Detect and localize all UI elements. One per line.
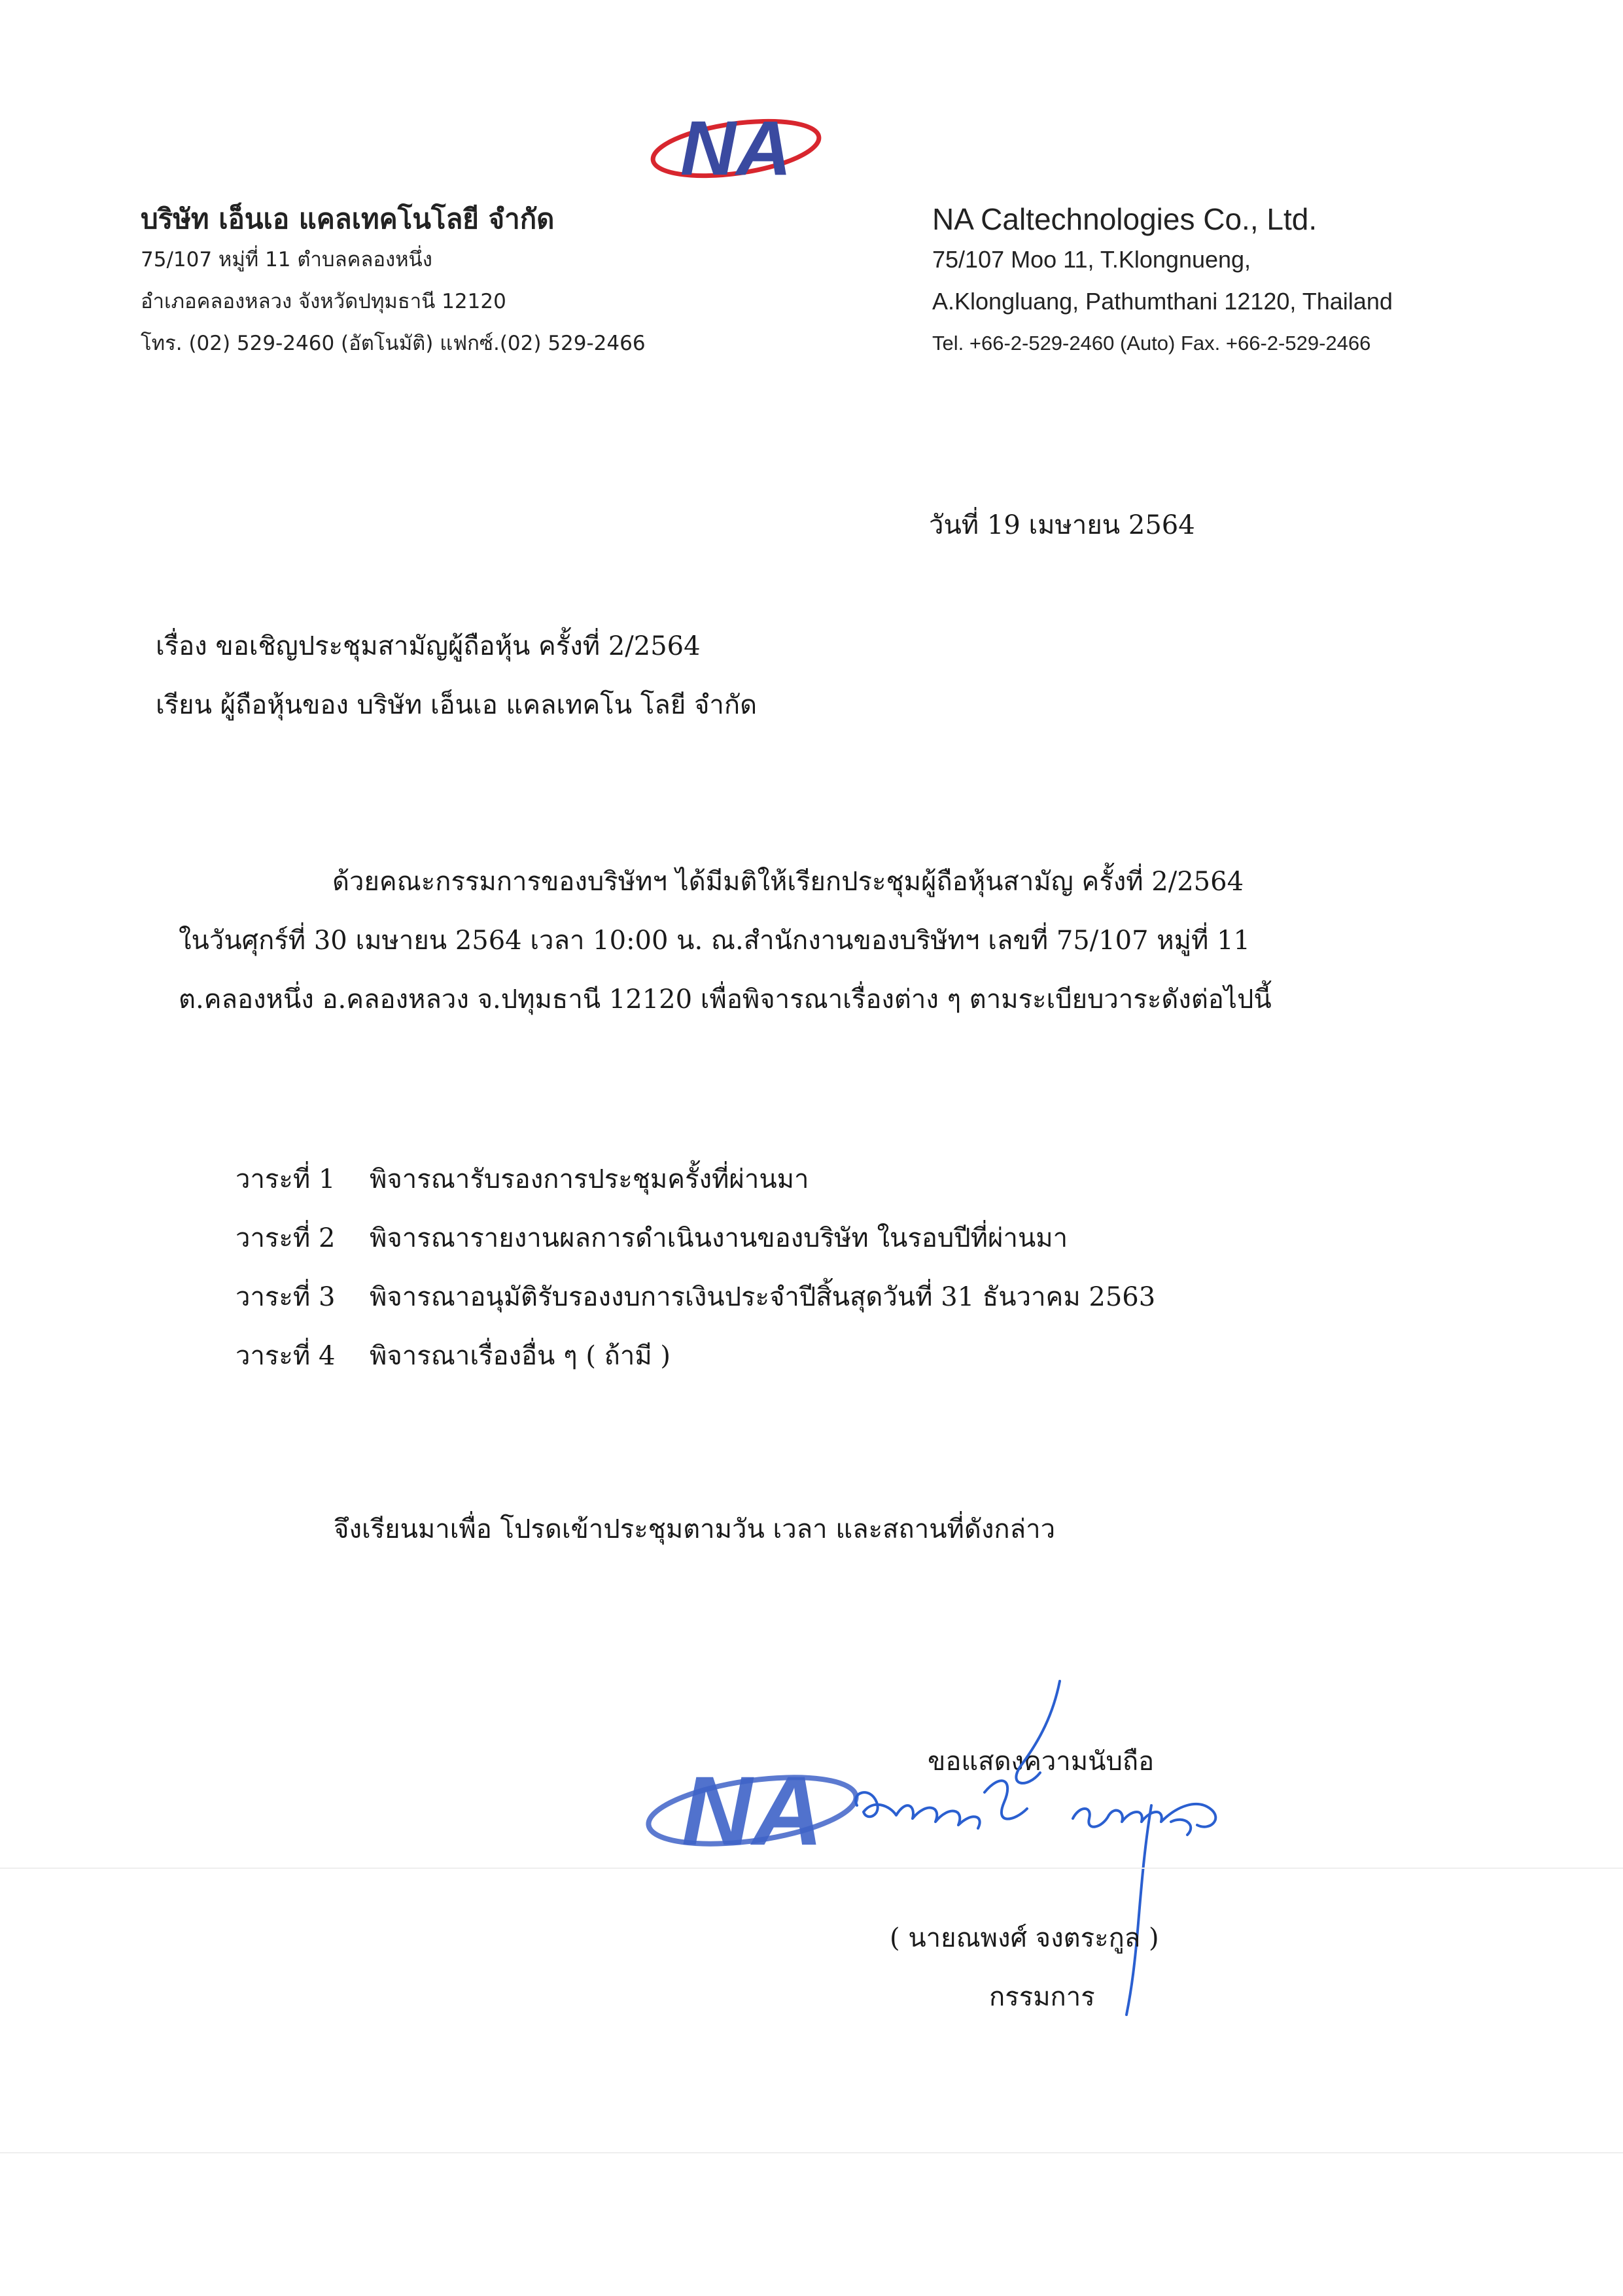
agenda-text: พิจารณาเรื่องอื่น ๆ ( ถ้ามี ) (370, 1341, 671, 1371)
agenda-label: วาระที่ 4 (236, 1341, 336, 1371)
agenda-label: วาระที่ 3 (236, 1282, 336, 1312)
contact-line-th: โทร. (02) 529-2460 (อัตโนมัติ) แฟกซ์.(02) 529-2466 (141, 332, 646, 355)
agenda-item (236, 1276, 1155, 1317)
company-logo (644, 101, 828, 190)
address-line-2-en: A.Klongluang, Pathumthani 12120, Thailand (932, 288, 1393, 315)
agenda-text: พิจารณาอนุมัติรับรองงบการเงินประจำปีสิ้นสุดวันที่ 31 ธันวาคม 2563 (370, 1282, 1156, 1312)
address-line-1-th: 75/107 หมู่ที่ 11 ตำบลคลองหนึ่ง (141, 248, 432, 271)
address-line-1-en: 75/107 Moo 11, T.Klongnueng, (932, 246, 1251, 273)
signatory-name: ( นายณพงศ์ จงตระกูล ) (890, 1923, 1159, 1953)
body-line-3: ต.คลองหนึ่ง อ.คลองหลวง จ.ปทุมธานี 12120 เพื่อพิจารณาเรื่องต่าง ๆ ตามระเบียบวาระดังต่อไปนี้ (179, 984, 1272, 1015)
agenda-label: วาระที่ 1 (236, 1164, 336, 1194)
address-line-2-th: อำเภอคลองหลวง จังหวัดปทุมธานี 12120 (141, 290, 506, 313)
letter-date: วันที่ 19 เมษายน 2564 (929, 510, 1195, 540)
letter-recipient: เรียน ผู้ถือหุ้นของ บริษัท เอ็นเอ แคลเทคโน โลยี จำกัด (156, 690, 758, 720)
sign-off-regards: ขอแสดงความนับถือ (928, 1747, 1155, 1777)
agenda-label: วาระที่ 2 (236, 1223, 336, 1253)
agenda-item (236, 1334, 671, 1376)
body-line-1: ด้วยคณะกรรมการของบริษัทฯ ได้มีมติให้เรียกประชุมผู้ถือหุ้นสามัญ ครั้งที่ 2/2564 (332, 867, 1244, 897)
contact-line-en: Tel. +66-2-529-2460 (Auto) Fax. +66-2-529-2466 (932, 332, 1371, 355)
agenda-item (236, 1217, 1068, 1259)
letterhead-english (932, 200, 1393, 364)
agenda-text: พิจารณารับรองการประชุมครั้งที่ผ่านมา (370, 1164, 809, 1194)
company-name-en: NA Caltechnologies Co., Ltd. (932, 202, 1318, 236)
company-name-th: บริษัท เอ็นเอ แคลเทคโนโลยี จำกัด (141, 203, 555, 235)
agenda-text: พิจารณารายงานผลการดำเนินงานของบริษัท ในรอบปีที่ผ่านมา (370, 1223, 1068, 1253)
letterhead-thai (141, 200, 646, 364)
company-stamp (641, 1760, 864, 1858)
agenda-item (236, 1158, 809, 1200)
letter-subject: เรื่อง ขอเชิญประชุมสามัญผู้ถือหุ้น ครั้งที่ 2/2564 (156, 631, 701, 661)
signatory-title: กรรมการ (989, 1982, 1095, 2012)
body-line-2: ในวันศุกร์ที่ 30 เมษายน 2564 เวลา 10:00 น. ณ.สำนักงานของบริษัทฯ เลขที่ 75/107 หมู่ที่ 11 (179, 926, 1250, 956)
closing-sentence: จึงเรียนมาเพื่อ โปรดเข้าประชุมตามวัน เวลา และสถานที่ดังกล่าว (334, 1514, 1056, 1544)
svg-text:NA: NA (681, 1760, 824, 1858)
scan-fold-line (0, 2152, 1623, 2153)
scan-fold-line (0, 1868, 1623, 1869)
svg-text:NA: NA (680, 105, 792, 190)
